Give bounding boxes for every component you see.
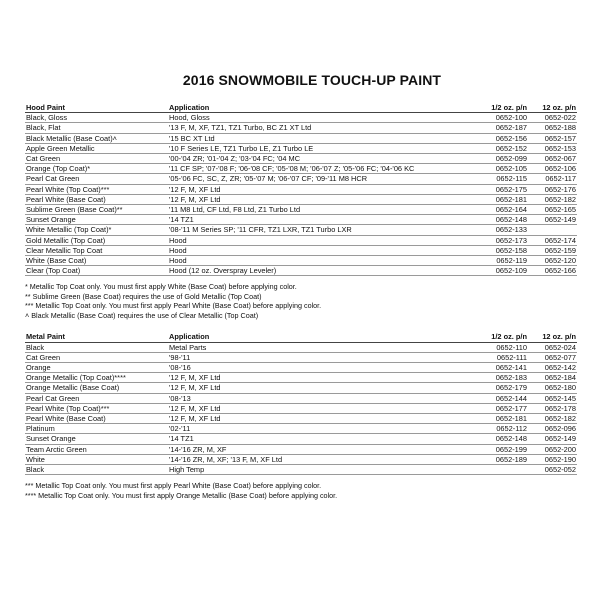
hood-table-row (25, 174, 577, 184)
half-oz-pn-cell: 0652-144 (465, 393, 528, 403)
application-cell: '13 F, M, XF, TZ1, TZ1 Turbo, BC Z1 XT Ltd (168, 123, 465, 133)
paint-name-cell: Sublime Green (Base Coat)** (25, 205, 168, 215)
footnote: ˄ Black Metallic (Base Coat) requires the use of Clear Metallic (Top Coat) (25, 310, 259, 320)
half-oz-pn-cell: 0652-133 (465, 225, 528, 235)
twelve-oz-pn-cell: 0652-142 (528, 363, 577, 373)
paint-name-cell: Orange (Top Coat)* (25, 164, 168, 174)
half-oz-pn-cell: 0652-119 (465, 256, 528, 266)
paint-name-cell: Platinum (25, 424, 168, 434)
application-cell: '10 F Series LE, TZ1 Turbo LE, Z1 Turbo LE (168, 143, 465, 153)
hood-table-row (25, 205, 577, 215)
hood-table-row (25, 133, 577, 143)
paint-name-cell: Pearl White (Top Coat)*** (25, 403, 168, 413)
hood-table-row (25, 266, 577, 276)
application-cell: '02-'11 (168, 424, 465, 434)
footnote: *** Metallic Top Coat only. You must first apply Pearl White (Base Coat) before applying color. (25, 301, 322, 311)
half-oz-pn-cell: 0652-152 (465, 143, 528, 153)
twelve-oz-pn-cell: 0652-176 (528, 184, 577, 194)
application-cell: '08-'11 M Series SP; '11 CFR, TZ1 LXR, TZ1 Turbo LXR (168, 225, 465, 235)
paint-name-cell: Orange Metallic (Top Coat)**** (25, 373, 168, 383)
twelve-oz-pn-cell: 0652-180 (528, 383, 577, 393)
twelve-oz-pn-cell: 0652-022 (528, 113, 577, 123)
application-cell: '14-'16 ZR, M, XF (168, 444, 465, 454)
twelve-oz-pn-cell: 0652-153 (528, 143, 577, 153)
application-cell: '98-'11 (168, 352, 465, 362)
twelve-oz-pn-cell: 0652-178 (528, 403, 577, 413)
hood-table-row (25, 184, 577, 194)
twelve-oz-pn-cell: 0652-174 (528, 235, 577, 245)
metal-table-row (25, 454, 577, 464)
metal-header-row (25, 332, 577, 342)
application-cell: '00-'04 ZR; '01-'04 Z; '03-'04 FC; '04 MC (168, 154, 465, 164)
application-cell: '14-'16 ZR, M, XF; '13 F, M, XF Ltd (168, 454, 465, 464)
twelve-oz-pn-cell: 0652-200 (528, 444, 577, 454)
paint-name-cell: Cat Green (25, 154, 168, 164)
metal-table-row (25, 363, 577, 373)
application-cell: High Temp (168, 465, 465, 475)
paint-name-cell: Black, Gloss (25, 113, 168, 123)
hood-col-application-header: Application (168, 103, 465, 113)
twelve-oz-pn-cell: 0652-165 (528, 205, 577, 215)
hood-table-row (25, 164, 577, 174)
half-oz-pn-cell: 0652-111 (465, 352, 528, 362)
metal-col-half-oz-header: 1/2 oz. p/n (465, 332, 528, 342)
paint-name-cell: Pearl Cat Green (25, 393, 168, 403)
half-oz-pn-cell: 0652-156 (465, 133, 528, 143)
paint-name-cell: Sunset Orange (25, 434, 168, 444)
footnote: ** Sublime Green (Base Coat) requires the use of Gold Metallic (Top Coat) (25, 291, 262, 301)
application-cell: '08-'16 (168, 363, 465, 373)
application-cell: Hood, Gloss (168, 113, 465, 123)
twelve-oz-pn-cell (528, 225, 577, 235)
hood-footnotes (25, 282, 577, 320)
hood-table-row (25, 245, 577, 255)
paint-name-cell: White (Base Coat) (25, 256, 168, 266)
paint-name-cell: Pearl White (Base Coat) (25, 414, 168, 424)
paint-name-cell: Clear (Top Coat) (25, 266, 168, 276)
application-cell: '12 F, M, XF Ltd (168, 373, 465, 383)
twelve-oz-pn-cell: 0652-106 (528, 164, 577, 174)
half-oz-pn-cell: 0652-183 (465, 373, 528, 383)
footnote: * Metallic Top Coat only. You must first apply White (Base Coat) before applying color. (25, 282, 297, 292)
application-cell: Hood (168, 256, 465, 266)
application-cell: '12 F, M, XF Ltd (168, 403, 465, 413)
twelve-oz-pn-cell: 0652-096 (528, 424, 577, 434)
paint-name-cell: Orange Metallic (Base Coat) (25, 383, 168, 393)
hood-table-body (25, 113, 577, 276)
application-cell: '12 F, M, XF Ltd (168, 184, 465, 194)
hood-table-row (25, 194, 577, 204)
footnote: *** Metallic Top Coat only. You must first apply Pearl White (Base Coat) before applying color. (25, 481, 322, 491)
hood-table-row (25, 215, 577, 225)
application-cell: Hood (12 oz. Overspray Leveler) (168, 266, 465, 276)
twelve-oz-pn-cell: 0652-184 (528, 373, 577, 383)
twelve-oz-pn-cell: 0652-159 (528, 245, 577, 255)
twelve-oz-pn-cell: 0652-149 (528, 434, 577, 444)
paint-name-cell: Cat Green (25, 352, 168, 362)
metal-table-row (25, 414, 577, 424)
twelve-oz-pn-cell: 0652-182 (528, 414, 577, 424)
metal-table-row (25, 393, 577, 403)
page-title: 2016 SNOWMOBILE TOUCH-UP PAINT (182, 72, 442, 88)
metal-table-row (25, 403, 577, 413)
paint-name-cell: Sunset Orange (25, 215, 168, 225)
application-cell: Hood (168, 235, 465, 245)
half-oz-pn-cell: 0652-187 (465, 123, 528, 133)
paint-name-cell: Black Metallic (Base Coat)˄ (25, 133, 168, 143)
hood-col-12oz-header: 12 oz. p/n (528, 103, 577, 113)
twelve-oz-pn-cell: 0652-145 (528, 393, 577, 403)
twelve-oz-pn-cell: 0652-052 (528, 465, 577, 475)
half-oz-pn-cell: 0652-109 (465, 266, 528, 276)
paint-name-cell: Orange (25, 363, 168, 373)
twelve-oz-pn-cell: 0652-190 (528, 454, 577, 464)
half-oz-pn-cell: 0652-175 (465, 184, 528, 194)
paint-name-cell: Gold Metallic (Top Coat) (25, 235, 168, 245)
half-oz-pn-cell: 0652-181 (465, 194, 528, 204)
half-oz-pn-cell: 0652-100 (465, 113, 528, 123)
application-cell: '08-'13 (168, 393, 465, 403)
metal-col-12oz-header: 12 oz. p/n (528, 332, 577, 342)
half-oz-pn-cell: 0652-179 (465, 383, 528, 393)
half-oz-pn-cell: 0652-115 (465, 174, 528, 184)
half-oz-pn-cell: 0652-164 (465, 205, 528, 215)
twelve-oz-pn-cell: 0652-157 (528, 133, 577, 143)
metal-table-row (25, 342, 577, 352)
half-oz-pn-cell: 0652-148 (465, 215, 528, 225)
metal-table-row (25, 424, 577, 434)
half-oz-pn-cell: 0652-189 (465, 454, 528, 464)
application-cell: '15 BC XT Ltd (168, 133, 465, 143)
paint-name-cell: Pearl White (Top Coat)*** (25, 184, 168, 194)
paint-name-cell: Clear Metallic Top Coat (25, 245, 168, 255)
metal-paint-table (25, 332, 577, 475)
hood-table-row (25, 143, 577, 153)
application-cell: '05-'06 FC, SC, Z, ZR; '05-'07 M; '06-'07 CF; '09-'11 M8 HCR (168, 174, 465, 184)
paint-name-cell: Team Arctic Green (25, 444, 168, 454)
half-oz-pn-cell: 0652-199 (465, 444, 528, 454)
metal-col-application-header: Application (168, 332, 465, 342)
half-oz-pn-cell: 0652-110 (465, 342, 528, 352)
metal-col-name-header: Metal Paint (25, 332, 168, 342)
hood-table-row (25, 154, 577, 164)
twelve-oz-pn-cell: 0652-166 (528, 266, 577, 276)
application-cell: '14 TZ1 (168, 434, 465, 444)
application-cell: Metal Parts (168, 342, 465, 352)
paint-name-cell: Black (25, 342, 168, 352)
application-cell: Hood (168, 245, 465, 255)
hood-table-row (25, 113, 577, 123)
paint-name-cell: White (25, 454, 168, 464)
hood-table-row (25, 256, 577, 266)
metal-table-row (25, 434, 577, 444)
application-cell: '11 M8 Ltd, CF Ltd, F8 Ltd, Z1 Turbo Ltd (168, 205, 465, 215)
half-oz-pn-cell: 0652-181 (465, 414, 528, 424)
hood-table-row (25, 225, 577, 235)
paint-name-cell: Apple Green Metallic (25, 143, 168, 153)
footnote: **** Metallic Top Coat only. You must first apply Orange Metallic (Base Coat) before applying color. (25, 490, 338, 500)
twelve-oz-pn-cell: 0652-182 (528, 194, 577, 204)
paint-name-cell: Black (25, 465, 168, 475)
twelve-oz-pn-cell: 0652-067 (528, 154, 577, 164)
half-oz-pn-cell: 0652-177 (465, 403, 528, 413)
hood-table-row (25, 235, 577, 245)
twelve-oz-pn-cell: 0652-149 (528, 215, 577, 225)
metal-table-body (25, 342, 577, 475)
hood-paint-table (25, 103, 577, 276)
metal-table-row (25, 465, 577, 475)
half-oz-pn-cell: 0652-173 (465, 235, 528, 245)
application-cell: '14 TZ1 (168, 215, 465, 225)
half-oz-pn-cell: 0652-158 (465, 245, 528, 255)
metal-footnotes (25, 481, 577, 500)
paint-name-cell: Pearl White (Base Coat) (25, 194, 168, 204)
hood-table-row (25, 123, 577, 133)
paint-name-cell: White Metallic (Top Coat)* (25, 225, 168, 235)
metal-table-row (25, 444, 577, 454)
hood-col-half-oz-header: 1/2 oz. p/n (465, 103, 528, 113)
half-oz-pn-cell: 0652-099 (465, 154, 528, 164)
twelve-oz-pn-cell: 0652-117 (528, 174, 577, 184)
application-cell: '12 F, M, XF Ltd (168, 414, 465, 424)
twelve-oz-pn-cell: 0652-188 (528, 123, 577, 133)
twelve-oz-pn-cell: 0652-077 (528, 352, 577, 362)
application-cell: '12 F, M, XF Ltd (168, 383, 465, 393)
application-cell: '12 F, M, XF Ltd (168, 194, 465, 204)
half-oz-pn-cell: 0652-105 (465, 164, 528, 174)
paint-chart-page (25, 72, 577, 500)
twelve-oz-pn-cell: 0652-120 (528, 256, 577, 266)
half-oz-pn-cell: 0652-141 (465, 363, 528, 373)
metal-table-row (25, 383, 577, 393)
half-oz-pn-cell: 0652-148 (465, 434, 528, 444)
twelve-oz-pn-cell: 0652-024 (528, 342, 577, 352)
paint-name-cell: Black, Flat (25, 123, 168, 133)
application-cell: '11 CF SP; '07-'08 F; '06-'08 CF; '05-'08 M; '06-'07 Z; '05-'06 FC; '04-'06 KC (168, 164, 465, 174)
metal-table-row (25, 373, 577, 383)
half-oz-pn-cell: 0652-112 (465, 424, 528, 434)
metal-table-row (25, 352, 577, 362)
hood-col-name-header: Hood Paint (25, 103, 168, 113)
paint-name-cell: Pearl Cat Green (25, 174, 168, 184)
hood-header-row (25, 103, 577, 113)
half-oz-pn-cell (465, 465, 528, 475)
